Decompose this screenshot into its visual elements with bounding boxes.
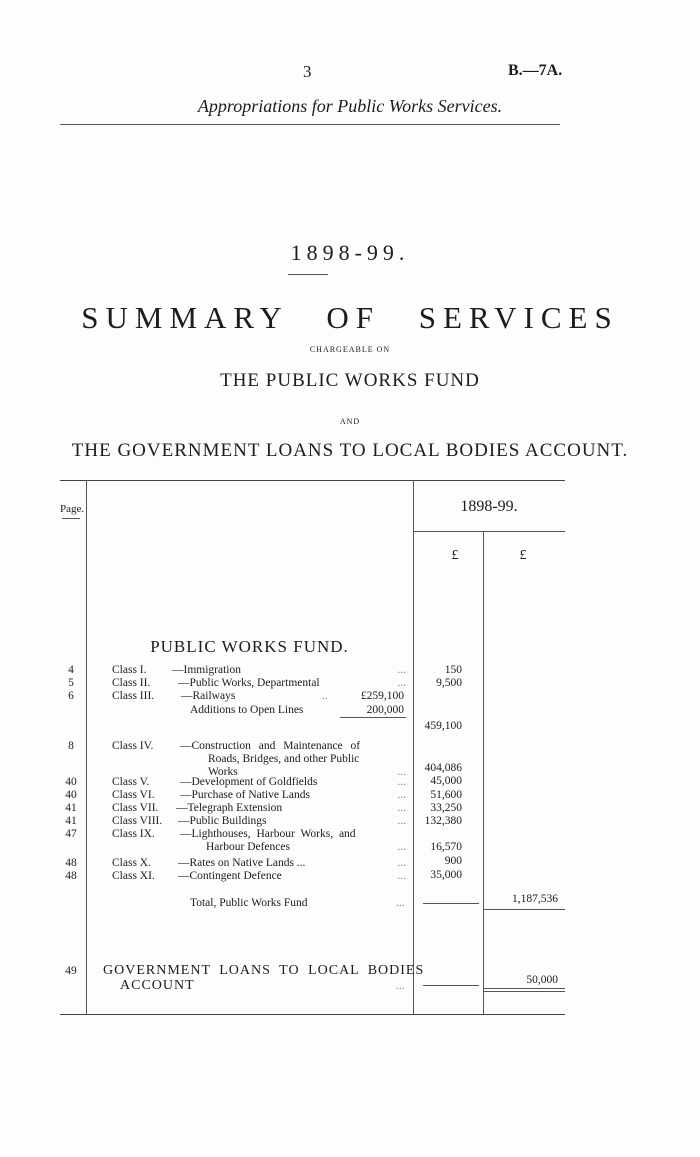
row-page: 40 <box>65 776 77 788</box>
total-dots: ... <box>396 897 405 909</box>
row-class: Class VIII. <box>112 815 163 827</box>
page-column-header: Page. <box>60 503 85 515</box>
total-value: 1,187,536 <box>512 893 558 905</box>
loans-rule <box>423 985 479 986</box>
total-rule <box>423 903 479 904</box>
row-description: —Railways <box>181 690 236 702</box>
loans-double-underline <box>484 991 565 992</box>
page-column-divider <box>86 480 87 1015</box>
row-description: —Public Buildings ... <box>178 815 406 827</box>
row-description: —Development of Goldfields ... <box>180 776 406 788</box>
row-page: 4 <box>68 664 74 676</box>
page-header-dash <box>62 518 80 519</box>
header-rule <box>60 124 560 125</box>
public-works-fund-heading: THE PUBLIC WORKS FUND <box>220 370 480 391</box>
pound-sign-left: £ <box>451 548 459 563</box>
loans-page: 49 <box>65 965 77 977</box>
row-value: 33,250 <box>430 802 462 814</box>
year-column-header: 1898-99. <box>460 498 518 515</box>
chargeable-on-label: CHARGEABLE ON <box>309 345 391 354</box>
row-page: 48 <box>65 870 77 882</box>
row-value: 45,000 <box>430 775 462 787</box>
total-label: Total, Public Works Fund <box>190 897 308 909</box>
table-top-rule <box>60 480 565 481</box>
row-description: —Purchase of Native Lands ... <box>180 789 406 801</box>
row-description: —Immigration ... <box>172 664 406 676</box>
running-subtitle: Appropriations for Public Works Services. <box>197 96 503 116</box>
row-description: —Public Works, Departmental ... <box>178 677 406 689</box>
row-description: —Rates on Native Lands ... ... <box>178 857 406 869</box>
loans-account-heading: THE GOVERNMENT LOANS TO LOCAL BODIES ACCOUNT. <box>71 440 629 461</box>
row-page: 47 <box>65 828 77 840</box>
row-class: Class V. <box>112 776 150 788</box>
row-value: 51,600 <box>430 789 462 801</box>
year-title: 1898-99. <box>290 240 410 265</box>
page-number: 3 <box>303 62 312 81</box>
row-class: Class I. <box>112 664 147 676</box>
row-description-line2: Roads, Bridges, and other Public <box>208 753 360 765</box>
row-description: —Contingent Defence ... <box>178 870 406 882</box>
loans-label: GOVERNMENT LOANS TO LOCAL BODIES <box>103 963 425 978</box>
amount-column-divider <box>413 480 414 1015</box>
row-value: 35,000 <box>430 869 462 881</box>
row-page: 41 <box>65 815 77 827</box>
row-page: 48 <box>65 857 77 869</box>
row-dots: .. <box>322 690 328 702</box>
title-divider <box>288 274 328 275</box>
row-class: Class VI. <box>112 789 155 801</box>
row-value: 16,570 <box>430 841 462 853</box>
row-value: 900 <box>444 855 462 867</box>
row-class: Class X. <box>112 857 151 869</box>
row-class: Class III. <box>112 690 155 702</box>
row-sub-description: Additions to Open Lines <box>190 704 304 716</box>
loans-underline <box>484 988 565 989</box>
row-description-line2: Harbour Defences ... <box>206 841 406 853</box>
row-value: 9,500 <box>436 677 462 689</box>
row-value: 132,380 <box>424 815 462 827</box>
row-class: Class VII. <box>112 802 159 814</box>
row-value: 404,086 <box>424 762 462 774</box>
railways-amount: £259,100 <box>360 690 404 702</box>
row-page: 6 <box>68 690 74 702</box>
row-description-line3: Works ... <box>208 766 406 778</box>
row-class: Class II. <box>112 677 151 689</box>
row-page: 41 <box>65 802 77 814</box>
row-description: —Construction and Maintenance of <box>180 740 361 752</box>
loans-value: 50,000 <box>526 974 558 986</box>
document-reference: B.—7A. <box>508 62 563 79</box>
table-bottom-rule <box>60 1014 565 1015</box>
section-heading: PUBLIC WORKS FUND. <box>150 637 349 656</box>
row-class: Class IX. <box>112 828 155 840</box>
row-class: Class XI. <box>112 870 155 882</box>
open-lines-amount: 200,000 <box>366 704 404 716</box>
row-value: 150 <box>444 664 462 676</box>
summary-heading: SUMMARY OF SERVICES <box>81 300 619 335</box>
loans-label-line2: ACCOUNT <box>120 978 195 993</box>
and-label: AND <box>339 417 361 426</box>
row-page: 8 <box>68 740 74 752</box>
row-page: 40 <box>65 789 77 801</box>
row-description: —Lighthouses, Harbour Works, and <box>180 828 356 840</box>
railways-subtotal-rule <box>340 717 406 718</box>
row-class: Class IV. <box>112 740 154 752</box>
loans-dots: ... <box>396 980 405 992</box>
railways-subtotal: 459,100 <box>424 720 462 732</box>
total-underline <box>484 909 565 910</box>
subcolumn-divider <box>483 532 484 1015</box>
year-header-rule <box>413 531 565 532</box>
row-description: —Telegraph Extension ... <box>176 802 406 814</box>
row-page: 5 <box>68 677 74 689</box>
pound-sign-right: £ <box>519 548 527 563</box>
